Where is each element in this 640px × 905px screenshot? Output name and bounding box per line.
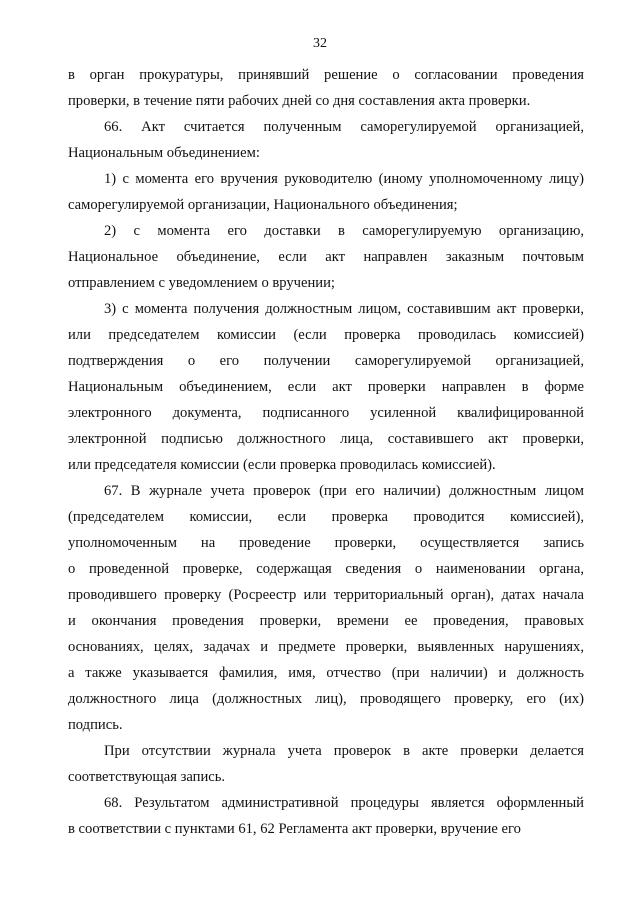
paragraph: [68, 790, 584, 842]
text-line: Национальным объединением, если акт проверки направлен в форме: [68, 379, 584, 395]
text-line: а также указывается фамилия, имя, отчество (при наличии) и должность: [68, 665, 584, 681]
text-line: 3) с момента получения должностным лицом, составившим акт проверки,: [104, 301, 584, 317]
text-line: 2) с момента его доставки в саморегулируемую организацию,: [104, 223, 584, 239]
text-line: подпись.: [68, 717, 123, 733]
text-line: 66. Акт считается полученным саморегулируемой организацией,: [104, 119, 584, 135]
text-line: (председателем комиссии, если проверка проводится комиссией),: [68, 509, 584, 525]
text-line: электронной подписью должностного лица, составившего акт проверки,: [68, 431, 584, 447]
document-body: [68, 62, 584, 842]
text-line: При отсутствии журнала учета проверок в акте проверки делается: [104, 743, 584, 759]
text-line: Национальное объединение, если акт направлен заказным почтовым: [68, 249, 584, 265]
paragraph: [68, 114, 584, 166]
text-line: 1) с момента его вручения руководителю (иному уполномоченному лицу): [104, 171, 584, 187]
text-line: уполномоченным на проведение проверки, осуществляется запись: [68, 535, 584, 551]
paragraph: [68, 218, 584, 296]
text-line: Национальным объединением:: [68, 145, 260, 161]
page-number: 32: [313, 36, 327, 51]
text-line: подтверждения о его получении саморегулируемой организацией,: [68, 353, 584, 369]
text-line: и окончания проведения проверки, времени ее проведения, правовых: [68, 613, 584, 629]
text-line: должностного лица (должностных лиц), проводящего проверку, его (их): [68, 691, 584, 707]
text-line: в орган прокуратуры, принявший решение о согласовании проведения: [68, 67, 584, 83]
paragraph: [68, 478, 584, 738]
text-line: соответствующая запись.: [68, 769, 226, 785]
text-line: о проведенной проверке, содержащая сведения о наименовании органа,: [68, 561, 584, 577]
text-line: 67. В журнале учета проверок (при его наличии) должностным лицом: [104, 483, 584, 499]
text-line: или председателя комиссии (если проверка проводилась комиссией).: [68, 457, 496, 473]
paragraph: [68, 738, 584, 790]
text-line: электронного документа, подписанного усиленной квалифицированной: [68, 405, 584, 421]
paragraph: [68, 296, 584, 478]
text-line: основаниях, целях, задачах и предмете проверки, выявленных нарушениях,: [68, 639, 584, 655]
text-line: проводившего проверку (Росреестр или территориальный орган), датах начала: [68, 587, 584, 603]
text-line: отправлением с уведомлением о вручении;: [68, 275, 335, 291]
text-line: саморегулируемой организации, Национального объединения;: [68, 197, 458, 213]
text-line: проверки, в течение пяти рабочих дней со дня составления акта проверки.: [68, 93, 531, 109]
text-line: 68. Результатом административной процедуры является оформленный: [104, 795, 584, 811]
paragraph: [68, 62, 584, 114]
text-line: или председателем комиссии (если проверка проводилась комиссией): [68, 327, 584, 343]
text-line: в соответствии с пунктами 61, 62 Регламента акт проверки, вручение его: [68, 821, 521, 837]
paragraph: [68, 166, 584, 218]
